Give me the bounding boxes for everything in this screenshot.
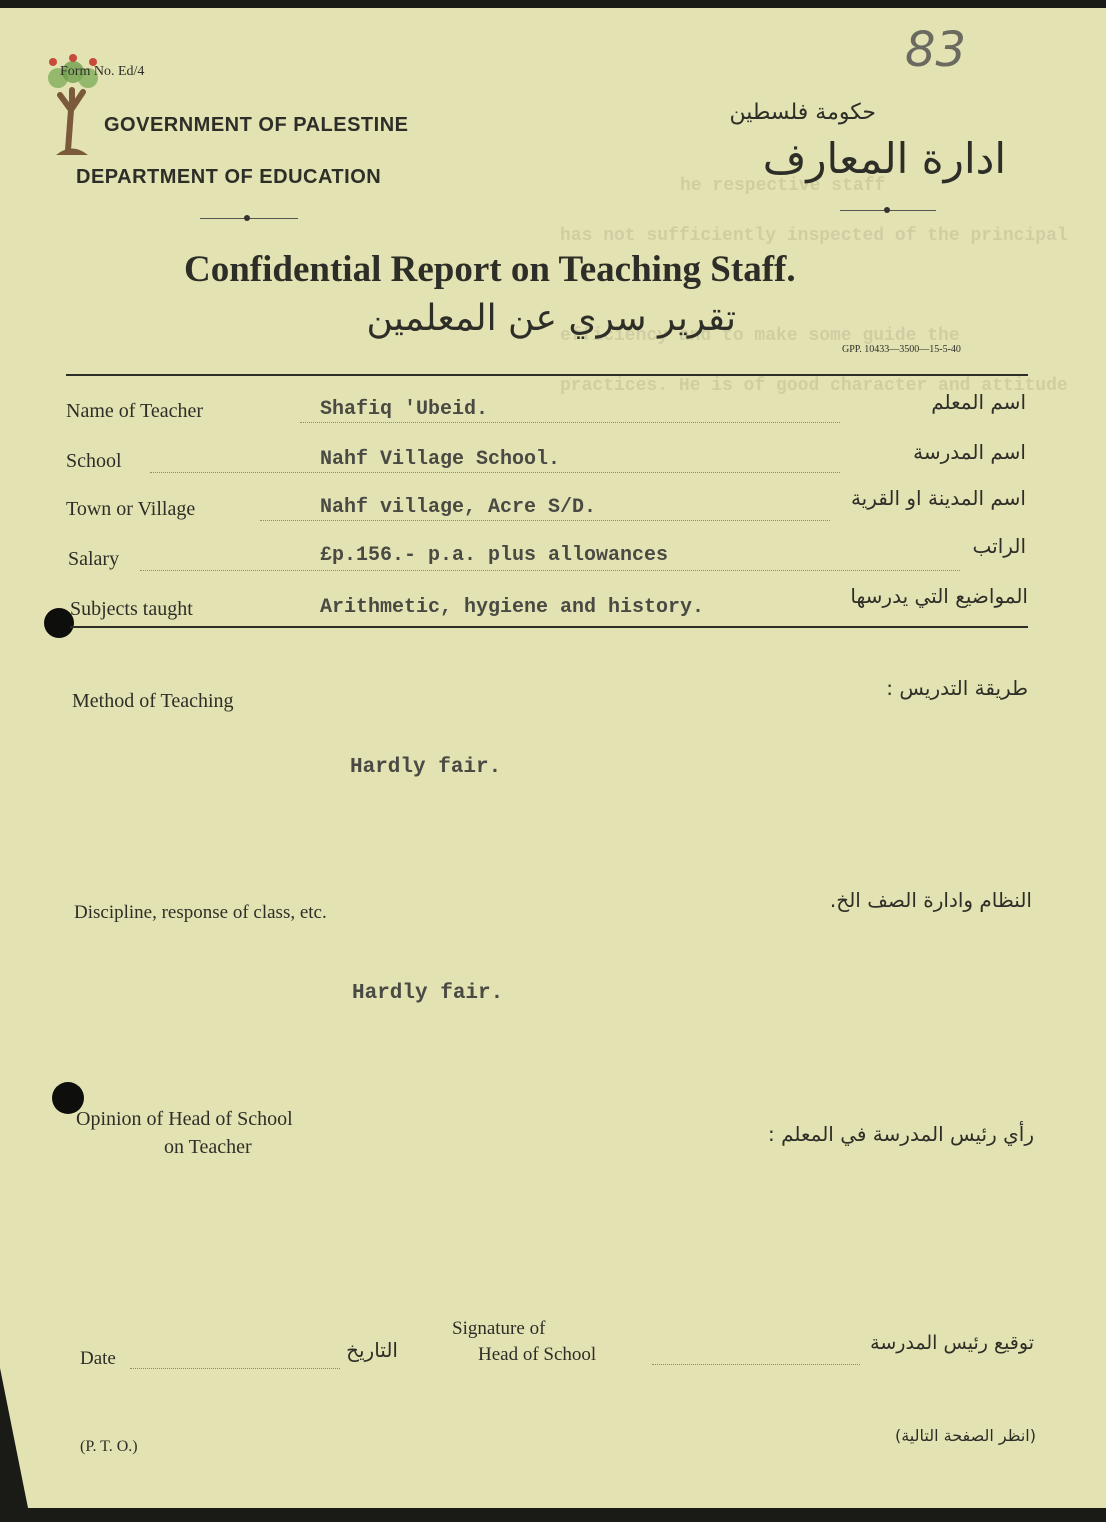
salary-line bbox=[140, 570, 960, 571]
salary-label-arabic: الراتب bbox=[972, 534, 1026, 558]
opinion-label-line1: Opinion of Head of School bbox=[76, 1108, 293, 1130]
discipline-label-arabic: النظام وادارة الصف الخ. bbox=[829, 888, 1032, 912]
report-page bbox=[0, 8, 1106, 1508]
subjects-label-arabic: المواضيع التي يدرسها bbox=[850, 584, 1028, 608]
town-village-line bbox=[260, 520, 830, 521]
subjects-value: Arithmetic, hygiene and history. bbox=[320, 596, 705, 619]
subjects-label: Subjects taught bbox=[70, 598, 193, 620]
table-bottom-rule bbox=[70, 626, 1028, 628]
ghost-text-4: practices. He is of good character and attitude bbox=[560, 376, 1068, 396]
ghost-text-2: has not sufficiently inspected of the principal bbox=[560, 226, 1068, 246]
header-left-divider-dot bbox=[244, 215, 250, 221]
header-right-divider-dot bbox=[884, 207, 890, 213]
government-heading-arabic: حكومة فلسطين bbox=[729, 100, 876, 125]
page-title-arabic: تقرير سري عن المعلمين bbox=[366, 298, 736, 339]
page-title: Confidential Report on Teaching Staff. bbox=[184, 249, 796, 290]
opinion-label-arabic: رأي رئيس المدرسة في المعلم : bbox=[767, 1122, 1034, 1146]
table-top-rule bbox=[66, 374, 1028, 376]
teacher-name-line bbox=[300, 422, 840, 423]
signature-line bbox=[652, 1364, 860, 1365]
signature-label-arabic: توقيع رئيس المدرسة bbox=[870, 1332, 1034, 1354]
town-village-label: Town or Village bbox=[66, 498, 196, 520]
print-code: GPP. 10433—3500—15-5-40 bbox=[842, 344, 961, 355]
date-line bbox=[130, 1368, 340, 1369]
department-heading-arabic: ادارة المعارف bbox=[762, 134, 1006, 183]
pto-label-arabic: (انظر الصفحة التالية) bbox=[894, 1426, 1036, 1445]
ghost-text-1: he respective staff bbox=[680, 176, 886, 196]
town-village-value: Nahf village, Acre S/D. bbox=[320, 496, 597, 519]
salary-label: Salary bbox=[68, 548, 120, 570]
opinion-label-line2: on Teacher bbox=[164, 1136, 252, 1158]
signature-label-line2: Head of School bbox=[478, 1344, 597, 1365]
method-label: Method of Teaching bbox=[72, 690, 234, 712]
page-edge-shadow bbox=[0, 1368, 28, 1508]
school-value: Nahf Village School. bbox=[320, 448, 561, 471]
signature-label-line1: Signature of bbox=[452, 1318, 546, 1339]
teacher-name-value: Shafiq 'Ubeid. bbox=[320, 398, 489, 421]
department-heading: DEPARTMENT OF EDUCATION bbox=[76, 166, 382, 188]
school-label: School bbox=[66, 450, 122, 472]
discipline-label: Discipline, response of class, etc. bbox=[74, 902, 327, 923]
government-heading: GOVERNMENT OF PALESTINE bbox=[104, 114, 409, 136]
school-label-arabic: اسم المدرسة bbox=[913, 440, 1026, 464]
discipline-value: Hardly fair. bbox=[352, 982, 504, 1005]
ghost-text-3: efficiency and to make some guide the bbox=[560, 326, 960, 346]
form-number: Form No. Ed/4 bbox=[60, 64, 145, 79]
teacher-name-label-arabic: اسم المعلم bbox=[931, 390, 1026, 414]
method-label-arabic: طريقة التدريس : bbox=[886, 676, 1028, 700]
method-value: Hardly fair. bbox=[350, 756, 502, 779]
salary-value: £p.156.- p.a. plus allowances bbox=[320, 544, 669, 567]
date-label-arabic: التاريخ bbox=[346, 1338, 398, 1362]
teacher-name-label: Name of Teacher bbox=[66, 400, 204, 422]
school-line bbox=[150, 472, 840, 473]
page-number-handwritten: 83 bbox=[905, 22, 967, 78]
town-village-label-arabic: اسم المدينة او القرية bbox=[850, 486, 1026, 510]
pto-label: (P. T. O.) bbox=[80, 1438, 138, 1455]
date-label: Date bbox=[80, 1348, 116, 1369]
